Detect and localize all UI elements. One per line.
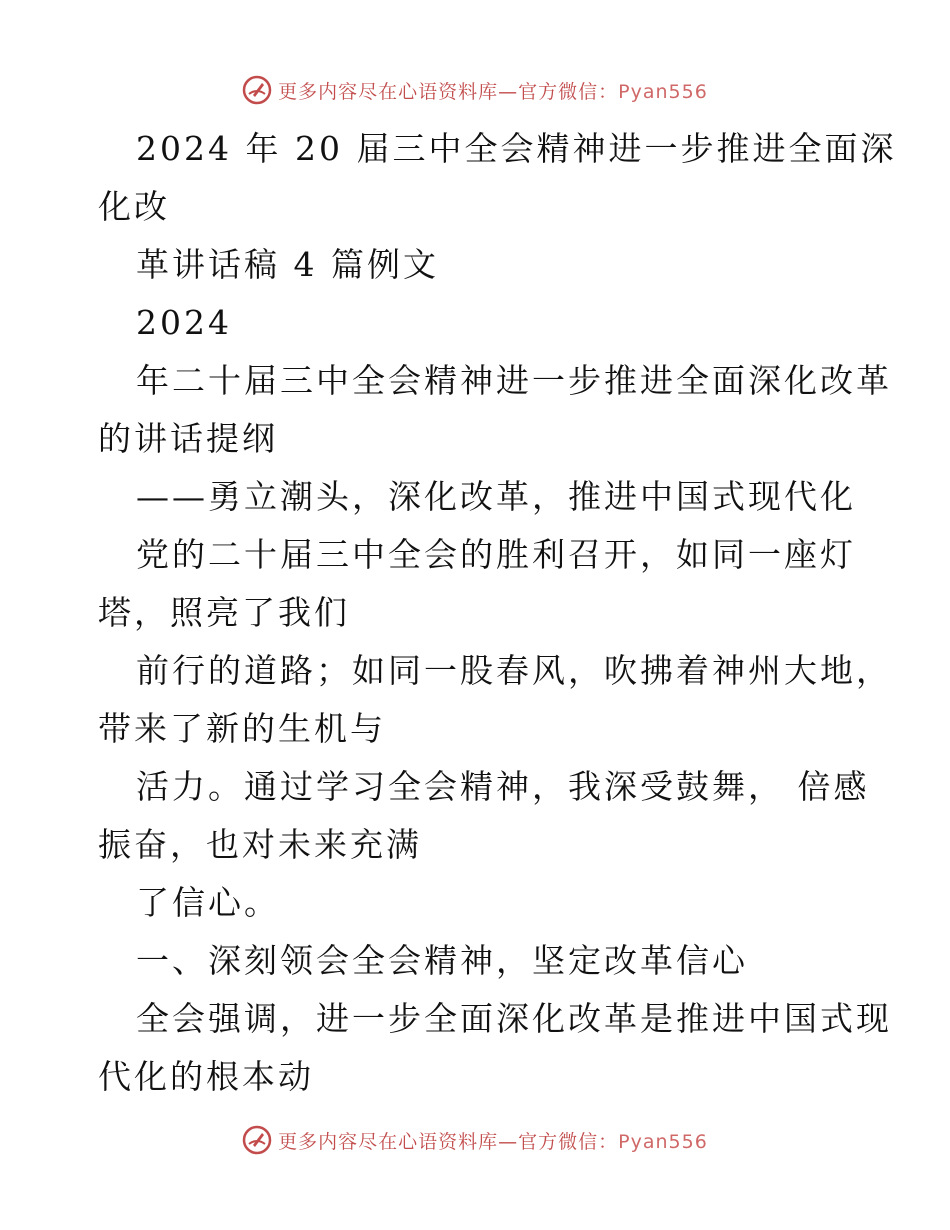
book-pen-logo-icon bbox=[242, 1125, 272, 1155]
document-line: 年二十届三中全会精神进一步推进全面深化改革 bbox=[136, 361, 892, 400]
document-line: ——勇立潮头，深化改革，推进中国式现代化 bbox=[136, 477, 856, 516]
watermark-handle: Pyan556 bbox=[618, 80, 708, 103]
watermark-site-text: 更多内容尽在心语资料库—官方微信： bbox=[278, 80, 619, 103]
document-line: 带来了新的生机与 bbox=[98, 709, 386, 748]
document-line: 振奋，也对未来充满 bbox=[98, 825, 422, 864]
document-line: 的讲话提纲 bbox=[98, 419, 278, 458]
watermark-handle: Pyan556 bbox=[618, 1130, 708, 1153]
document-line: 一、深刻领会全会精神，坚定改革信心 bbox=[136, 941, 748, 980]
document-line: 全会强调，进一步全面深化改革是推进中国式现 bbox=[136, 999, 892, 1038]
document-line: 了信心。 bbox=[136, 883, 280, 922]
document-line: 前行的道路；如同一股春风，吹拂着神州大地， bbox=[136, 651, 892, 690]
watermark-site-text: 更多内容尽在心语资料库—官方微信： bbox=[278, 1130, 619, 1153]
footer-watermark bbox=[0, 1120, 950, 1160]
document-line: 化改 bbox=[98, 187, 170, 226]
document-line: 革讲话稿 4 篇例文 bbox=[136, 245, 439, 284]
header-watermark bbox=[0, 70, 950, 110]
book-pen-logo-icon bbox=[242, 75, 272, 105]
document-body bbox=[98, 120, 897, 1106]
watermark-text bbox=[278, 1127, 708, 1154]
document-line: 代化的根本动 bbox=[98, 1057, 314, 1096]
document-line: 2024 bbox=[136, 303, 232, 342]
document-line: 2024 年 20 届三中全会精神进一步推进全面深 bbox=[136, 129, 897, 168]
document-line: 塔，照亮了我们 bbox=[98, 593, 350, 632]
document-line: 活力。通过学习全会精神，我深受鼓舞， 倍感 bbox=[136, 767, 870, 806]
document-line: 党的二十届三中全会的胜利召开，如同一座灯 bbox=[136, 535, 856, 574]
watermark-text bbox=[278, 77, 708, 104]
